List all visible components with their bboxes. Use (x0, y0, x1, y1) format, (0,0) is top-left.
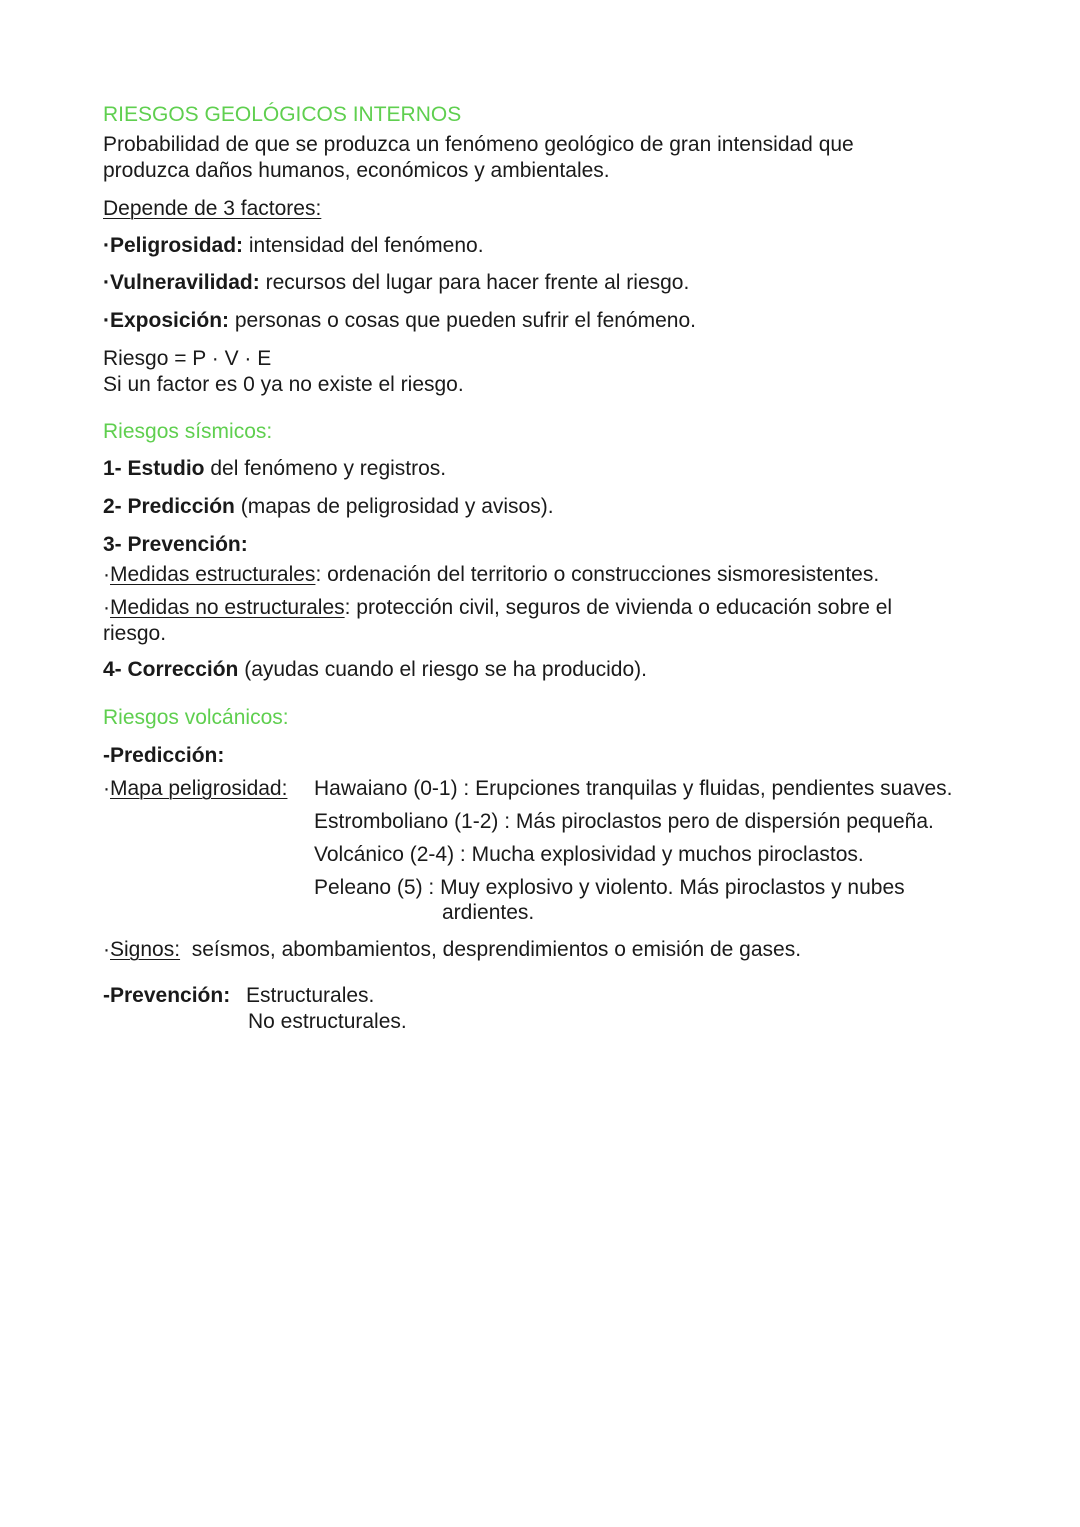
structural-measures: ·Medidas estructurales: ordenación del territorio o construcciones sismoresistentes. (103, 563, 880, 586)
hazard-map-label: ·Mapa peligrosidad: (103, 777, 288, 800)
seismic-step-3: 3- Prevención: (103, 533, 248, 556)
seismic-heading: Riesgos sísmicos: (103, 420, 273, 443)
factor-peligrosidad: ·Peligrosidad: intensidad del fenómeno. (103, 234, 484, 257)
volcano-type-estromboliano: Estromboliano (1-2) : Más piroclastos pero de dispersión pequeña. (314, 810, 934, 833)
volcanic-prediction-heading: -Predicción: (103, 744, 225, 767)
factor-vulnerabilidad: ·Vulneravilidad: recursos del lugar para hacer frente al riesgo. (103, 271, 690, 294)
volcano-type-hawaiano: Hawaiano (0-1) : Erupciones tranquilas y fluidas, pendientes suaves. (314, 777, 953, 800)
factor-exposicion: ·Exposición: personas o cosas que pueden sufrir el fenómeno. (103, 309, 696, 332)
prevention-non-structural: No estructurales. (248, 1010, 407, 1033)
page-title: RIESGOS GEOLÓGICOS INTERNOS (103, 103, 462, 126)
volcanic-heading: Riesgos volcánicos: (103, 706, 289, 729)
prevention-structural: Estructurales. (246, 984, 375, 1007)
depends-heading: Depende de 3 factores: (103, 197, 322, 220)
definition-paragraph: Probabilidad de que se produzca un fenómeno geológico de gran intensidad que produzca daños humanos, económicos y ambientales. (103, 133, 854, 182)
non-structural-measures: ·Medidas no estructurales: protección civil, seguros de vivienda o educación sobre el riesgo. (103, 596, 893, 645)
seismic-step-1: 1- Estudio del fenómeno y registros. (103, 457, 447, 480)
risk-formula-note: Si un factor es 0 ya no existe el riesgo. (103, 373, 464, 396)
seismic-step-4: 4- Corrección (ayudas cuando el riesgo se ha producido). (103, 658, 647, 681)
volcano-type-peleano: Peleano (5) : Muy explosivo y violento. Más piroclastos y nubes (314, 876, 905, 899)
volcanic-prevention-heading: -Prevención: (103, 984, 231, 1007)
risk-formula: Riesgo = P · V · E (103, 347, 272, 370)
volcanic-signs: ·Signos: seísmos, abombamientos, desprendimientos o emisión de gases. (103, 938, 802, 961)
volcano-type-peleano-continued: ardientes. (442, 901, 535, 924)
volcano-type-volcanico: Volcánico (2-4) : Mucha explosividad y muchos piroclastos. (314, 843, 864, 866)
seismic-step-2: 2- Predicción (mapas de peligrosidad y avisos). (103, 495, 554, 518)
